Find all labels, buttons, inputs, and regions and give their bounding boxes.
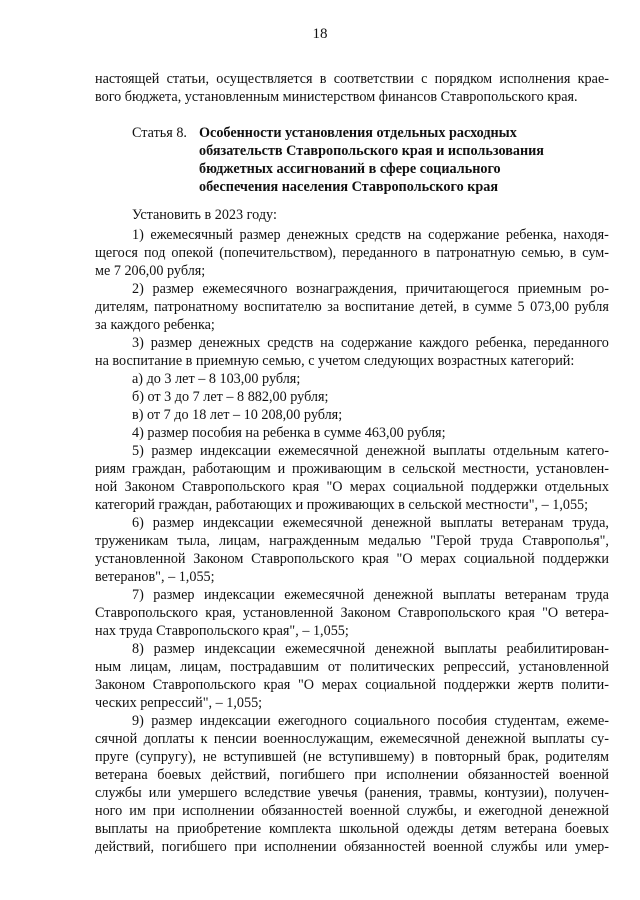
body-line: 9) размер индексации ежегодного социального пособия студентам, ежеме-	[132, 713, 609, 729]
body-line: а) до 3 лет – 8 103,00 рубля;	[132, 371, 301, 387]
body-line: ме 7 206,00 рубля;	[95, 263, 206, 279]
body-line: 3) размер денежных средств на содержание каждого ребенка, переданного	[132, 335, 609, 351]
body-line: щегося под опекой (попечительством), переданного в патронатную семью, в сум-	[95, 245, 609, 261]
article-label: Статья 8.	[132, 125, 187, 141]
page-number: 18	[312, 26, 328, 42]
body-line: ветеранов", – 1,055;	[95, 569, 215, 585]
body-line: труженикам тыла, лицам, награжденным медалью "Герой труда Ставрополья",	[95, 533, 609, 549]
body-line: ветерана боевых действий, погибшего при исполнении обязанностей военной	[95, 767, 609, 783]
body-line: б) от 3 до 7 лет – 8 882,00 рубля;	[132, 389, 329, 405]
body-line: ной Законом Ставропольского края "О мерах социальной поддержки отдельных	[95, 479, 609, 495]
body-line: 1) ежемесячный размер денежных средств на содержание ребенка, находя-	[132, 227, 609, 243]
body-line: Ставропольского края, установленной Законом Ставропольского края "О ветера-	[95, 605, 609, 621]
body-line: 8) размер индексации ежемесячной денежной выплаты реабилитирован-	[132, 641, 609, 657]
body-line: ным лицам, лицам, пострадавшим от политических репрессий, установленной	[95, 659, 609, 675]
body-line: дителям, патронатному воспитателю за воспитание детей, в сумме 5 073,00 рубля	[95, 299, 609, 315]
body-line: действий, погибшего при исполнении обязанностей военной службы или умер-	[95, 839, 609, 855]
intro-line: вого бюджета, установленным министерством финансов Ставропольского края.	[95, 89, 578, 105]
body-line: службы или умершего вследствие увечья (ранения, травмы, контузии), получен-	[95, 785, 609, 801]
body-line: Установить в 2023 году:	[132, 207, 277, 223]
body-line: 5) размер индексации ежемесячной денежной выплаты отдельным катего-	[132, 443, 609, 459]
article-title	[199, 124, 549, 196]
article-title-line: Особенности установления отдельных расходных	[199, 125, 517, 141]
body-line: выплаты на приобретение комплекта школьной одежды детям ветерана боевых	[95, 821, 609, 837]
body-line: ного им при исполнении обязанностей военной службы, и ежегодной денежной	[95, 803, 609, 819]
body-line: за каждого ребенка;	[95, 317, 215, 333]
body-line: установленной Законом Ставропольского края "О мерах социальной поддержки	[95, 551, 609, 567]
body-line: пруге (супругу), не вступившей (не вступившему) в повторный брак, родителям	[95, 749, 609, 765]
body-line: на воспитание в приемную семью, с учетом следующих возрастных категорий:	[95, 353, 575, 369]
intro-line: настоящей статьи, осуществляется в соответствии с порядком исполнения крае-	[95, 71, 609, 87]
article-title-line: обязательств Ставропольского края и использования	[199, 143, 544, 159]
body-line: 2) размер ежемесячного вознаграждения, причитающегося приемным ро-	[132, 281, 609, 297]
article-title-line: бюджетных ассигнований в сфере социального	[199, 161, 501, 177]
body-line: сячной доплаты к пенсии военнослужащим, ежемесячной денежной выплаты су-	[95, 731, 609, 747]
body-line: категорий граждан, работающих и проживающих в сельской местности", – 1,055;	[95, 497, 589, 513]
body-line: 7) размер индексации ежемесячной денежной выплаты ветеранам труда	[132, 587, 609, 603]
body-line: нах труда Ставропольского края", – 1,055;	[95, 623, 349, 639]
body-line: в) от 7 до 18 лет – 10 208,00 рубля;	[132, 407, 343, 423]
body-line: 4) размер пособия на ребенка в сумме 463,00 рубля;	[132, 425, 446, 441]
body-line: риям граждан, работающим и проживающим в сельской местности, установлен-	[95, 461, 609, 477]
article-title-line: обеспечения населения Ставропольского края	[199, 179, 499, 195]
body-line: 6) размер индексации ежемесячной денежной выплаты ветеранам труда,	[132, 515, 609, 531]
body-line: Законом Ставропольского края "О мерах социальной поддержки жертв полити-	[95, 677, 609, 693]
body-line: ческих репрессий", – 1,055;	[95, 695, 263, 711]
